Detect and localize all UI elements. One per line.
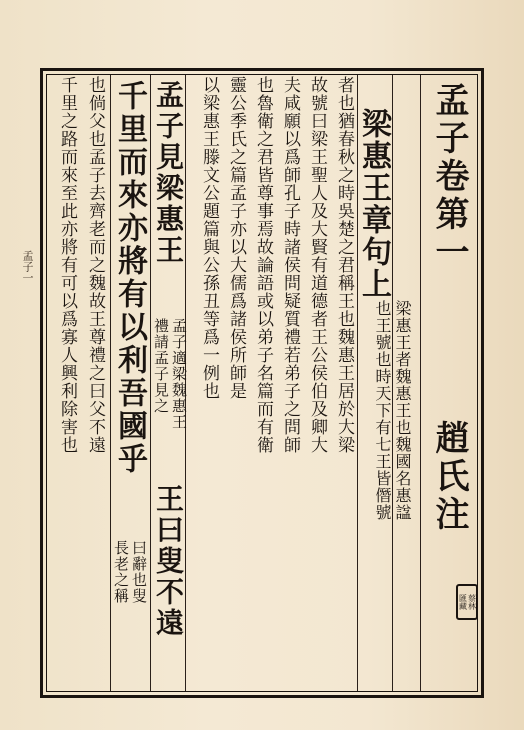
section-note-right: 孟子適梁魏惠王 — [170, 318, 188, 430]
commentary-2-line: 千里之路而來至此亦將有可以爲寡人興利除害也 — [57, 76, 77, 454]
commentary-line: 以梁惠王滕文公題篇與公孫丑等爲一例也 — [199, 76, 219, 400]
note-2-left: 長老之稱 — [112, 540, 130, 604]
column-rule — [150, 75, 151, 691]
book-title: 孟子卷第一 — [429, 82, 469, 272]
commentary-line: 夫咸願以爲師孔子時諸侯問疑質禮若弟子之問師 — [280, 76, 300, 454]
chapter-note-right: 梁惠王者魏惠王也魏國名惠諡 — [393, 300, 412, 521]
section-main-text: 孟子見梁惠王 — [152, 80, 185, 266]
author-line: 趙氏注 — [429, 420, 469, 534]
chapter-note-left: 也王號也時天下有七王皆僭號 — [373, 300, 392, 521]
commentary-line: 者也猶春秋之時吳楚之君稱王也魏惠王居於大梁 — [334, 76, 354, 454]
main-text-2: 千里而來亦將有以利吾國乎 — [112, 80, 147, 476]
commentary-line: 靈公季氏之篇孟子亦以大儒爲諸侯所師是 — [226, 76, 246, 400]
commentary-line: 也魯衛之君皆尊事焉故論語或以弟子名篇而有衛 — [253, 76, 273, 454]
seal-text-col: 匯藏 — [458, 594, 468, 610]
column-rule — [110, 75, 111, 691]
note-2-right: 曰辭也叟 — [130, 540, 148, 604]
commentary-2-line: 也倘父也孟子去齊老而之魏故王尊禮之曰父不遠 — [85, 76, 105, 454]
section-note-left: 禮請孟子見之 — [152, 318, 170, 414]
column-rule — [420, 75, 421, 691]
king-says: 王曰叟不遠 — [152, 484, 185, 639]
chapter-title: 梁惠王章句上 — [356, 108, 391, 300]
side-margin-mark: 孟子一 — [21, 250, 34, 283]
seal-text-col: 蔡林 — [467, 594, 477, 610]
commentary-line: 故號曰梁王聖人及大賢有道德者王公侯伯及卿大 — [307, 76, 327, 454]
collector-seal — [456, 584, 478, 620]
